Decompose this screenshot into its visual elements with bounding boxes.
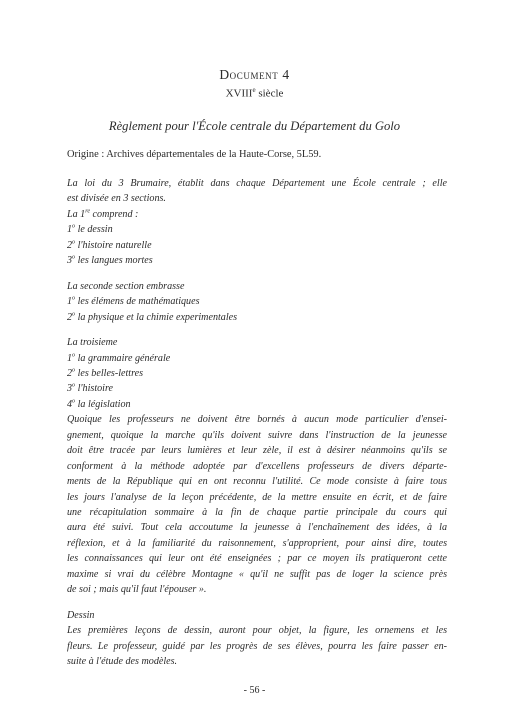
document-origin: Origine : Archives départementales de la Haute-Corse, 5L59. <box>67 149 322 160</box>
century-roman: XVIII <box>225 87 253 100</box>
ordinal-superscript: o <box>72 352 76 359</box>
body-line <box>67 490 447 505</box>
ordinal-superscript: o <box>72 367 76 374</box>
line-text: maxime si vrai du célèbre Montagne « qu'il ne suffit pas de loger la science près <box>67 568 447 580</box>
document-heading: Règlement pour l'École centrale du Département du Golo <box>108 119 401 133</box>
line-text: Dessin <box>67 609 95 621</box>
ordinal-superscript: o <box>72 223 76 230</box>
body-line <box>67 381 447 396</box>
line-text-rest: la législation <box>75 398 131 410</box>
ordinal-superscript: o <box>72 383 76 390</box>
line-text: 4 <box>67 398 73 410</box>
line-text: 1 <box>67 352 73 364</box>
century-superscript: e <box>252 86 256 94</box>
line-text: 3 <box>67 383 73 395</box>
body-line <box>67 428 447 443</box>
line-text: les connaissances qui leur ont été enseignées ; par ce moyen ils pratiqueront cette <box>67 553 447 565</box>
ordinal-superscript: o <box>72 311 76 318</box>
ordinal-superscript: o <box>72 295 76 302</box>
line-text-rest: les belles-lettres <box>75 367 144 379</box>
line-text: une récapitulation sommaire à la fin de chaque partie principale du cours qui <box>67 507 447 518</box>
ordinal-superscript: o <box>72 398 76 405</box>
line-text: La 1 <box>67 208 86 220</box>
body-line <box>67 397 447 412</box>
body-line <box>67 459 447 474</box>
ordinal-superscript: o <box>72 254 76 261</box>
line-text: Quoique les professeurs ne doivent être bornés à aucun mode particulier d'ensei- <box>67 414 447 426</box>
body-line <box>67 176 447 191</box>
body-line <box>67 351 447 366</box>
line-text-rest: l'histoire <box>75 383 114 395</box>
body-line <box>67 279 447 294</box>
body-line <box>67 654 447 669</box>
body-line <box>67 608 447 623</box>
document-title: Document 4 <box>219 67 290 82</box>
line-text: La seconde section embrasse <box>67 280 185 292</box>
line-text-rest: la grammaire générale <box>75 352 171 364</box>
line-text: aura été suivi. Tout cela accoutume la jeunesse à l'enchaînement des idées, à la <box>67 522 447 534</box>
body-line <box>67 551 447 566</box>
line-text: 2 <box>67 367 73 379</box>
century-word: siècle <box>255 87 284 100</box>
ordinal-superscript: o <box>72 239 76 246</box>
body-line <box>67 582 447 597</box>
line-text: fleurs. Le professeur, guidé par les progrès de ses élèves, pourra les faire passer en- <box>67 640 447 652</box>
line-text-rest: l'histoire naturelle <box>75 239 152 251</box>
line-text: réflexion, et à la familiarité du raisonnement, s'approprient, pour ainsi dire, toutes <box>67 537 447 549</box>
line-text: doit être tracée par leurs lumières et leur zèle, il est à désirer néanmoins qu'ils se <box>67 445 447 457</box>
line-text-rest: comprend : <box>90 208 139 220</box>
line-text-rest: les élémens de mathématiques <box>75 296 200 308</box>
body-line <box>67 639 447 654</box>
line-text: est divisée en 3 sections. <box>67 193 166 205</box>
line-text: de soi ; mais qu'il faut l'épouser ». <box>67 584 207 596</box>
line-text-rest: le dessin <box>75 224 113 236</box>
line-text: La loi du 3 Brumaire, établit dans chaque Département une École centrale ; elle <box>67 178 447 189</box>
line-text: suite à l'étude des modèles. <box>67 656 178 668</box>
line-text: les jours l'analyse de la leçon précédente, de la mettre ensuite en écrit, et de faire <box>67 491 447 503</box>
body-line <box>67 366 447 381</box>
body-line <box>67 505 447 520</box>
line-text: conforment à la méthode adoptée par d'excellens professeurs de divers départe- <box>67 460 447 472</box>
line-text: 1 <box>67 224 73 236</box>
body-line <box>67 310 447 325</box>
line-text: 2 <box>67 239 73 251</box>
body-line <box>67 474 447 489</box>
body-line <box>67 191 447 206</box>
body-line <box>67 567 447 582</box>
ordinal-superscript: re <box>85 208 91 215</box>
body-line <box>67 294 447 309</box>
line-text-rest: les langues mortes <box>75 255 153 267</box>
body-line <box>67 253 447 268</box>
line-text-rest: la physique et la chimie experimentales <box>75 311 238 323</box>
body-line <box>67 536 447 551</box>
body-line <box>67 623 447 638</box>
century-subtitle <box>0 86 509 100</box>
line-text: 1 <box>67 296 73 308</box>
body-line <box>67 207 447 222</box>
line-text: gnement, quoique la marche qu'ils doivent suivre dans l'instruction de la jeunesse <box>67 429 447 441</box>
line-text: 2 <box>67 311 73 323</box>
page-number: - 56 - <box>243 685 266 696</box>
body-line <box>67 335 447 350</box>
line-text: 3 <box>67 255 73 267</box>
line-text: Les premières leçons de dessin, auront pour objet, la figure, les ornemens et les <box>67 625 447 637</box>
line-text: La troisieme <box>67 337 118 349</box>
body-line <box>67 412 447 427</box>
body-line <box>67 443 447 458</box>
body-line <box>67 238 447 253</box>
body-line <box>67 222 447 237</box>
line-text: ments de la République qui en ont reconnu l'utilité. Ce mode consiste à faire tous <box>67 476 447 488</box>
body-line <box>67 520 447 535</box>
